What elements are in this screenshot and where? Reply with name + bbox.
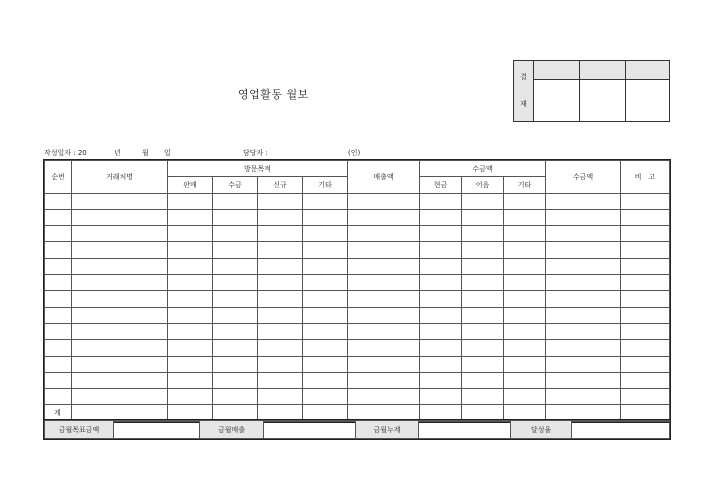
table-cell[interactable] (72, 275, 168, 291)
table-cell[interactable] (348, 193, 420, 209)
table-cell[interactable] (45, 356, 72, 372)
table-cell[interactable] (504, 389, 546, 405)
col-header-remarks: 비 고 (621, 161, 670, 194)
table-cell[interactable] (462, 389, 504, 405)
table-cell[interactable] (258, 291, 303, 307)
monthly-target-value[interactable] (114, 421, 200, 439)
total-cell[interactable] (72, 405, 168, 421)
table-cell[interactable] (168, 340, 213, 356)
table-cell[interactable] (348, 356, 420, 372)
table-cell[interactable] (303, 193, 348, 209)
table-cell[interactable] (348, 291, 420, 307)
total-cell[interactable] (504, 405, 546, 421)
table-body (45, 193, 670, 405)
table-cell[interactable] (348, 258, 420, 274)
table-cell[interactable] (168, 372, 213, 388)
col-header-collect-bill: 어음 (462, 177, 504, 193)
table-cell[interactable] (348, 226, 420, 242)
table-cell[interactable] (621, 275, 670, 291)
table-cell[interactable] (348, 209, 420, 225)
col-header-no: 순번 (45, 161, 72, 194)
table-cell[interactable] (462, 226, 504, 242)
table-cell[interactable] (303, 323, 348, 339)
table-row (45, 226, 670, 242)
date-month: 월 (142, 149, 149, 157)
table-cell[interactable] (303, 291, 348, 307)
table-cell[interactable] (72, 242, 168, 258)
table-cell[interactable] (258, 389, 303, 405)
table-row (45, 209, 670, 225)
table-cell[interactable] (462, 275, 504, 291)
col-header-sales-amount: 매출액 (348, 161, 420, 194)
table-cell[interactable] (72, 372, 168, 388)
table-cell[interactable] (462, 372, 504, 388)
total-cell[interactable] (213, 405, 258, 421)
col-header-collect-other: 기타 (504, 177, 546, 193)
table-cell[interactable] (546, 275, 621, 291)
total-cell[interactable] (258, 405, 303, 421)
table-cell[interactable] (168, 275, 213, 291)
table-cell[interactable] (303, 340, 348, 356)
table-cell[interactable] (72, 307, 168, 323)
table-cell[interactable] (72, 258, 168, 274)
monthly-sales-label: 금월매출 (200, 421, 264, 439)
total-cell[interactable] (168, 405, 213, 421)
monthly-target-label: 금월목표금액 (45, 421, 114, 439)
table-cell[interactable] (504, 372, 546, 388)
approval-header-cell-3 (626, 61, 670, 80)
table-cell[interactable] (348, 307, 420, 323)
table-cell[interactable] (258, 340, 303, 356)
table-cell[interactable] (72, 226, 168, 242)
table-cell[interactable] (420, 340, 462, 356)
approval-sign-cell-1[interactable] (534, 80, 580, 122)
table-cell[interactable] (258, 258, 303, 274)
table-cell[interactable] (504, 340, 546, 356)
table-cell[interactable] (303, 226, 348, 242)
table-cell[interactable] (420, 193, 462, 209)
sales-activity-table (44, 160, 670, 422)
col-header-client: 거래처명 (72, 161, 168, 194)
table-cell[interactable] (303, 275, 348, 291)
approval-label-top: 결 (520, 73, 527, 81)
col-header-visit-collect: 수금 (213, 177, 258, 193)
achievement-rate-value[interactable] (572, 421, 670, 439)
table-cell[interactable] (420, 389, 462, 405)
table-cell[interactable] (348, 242, 420, 258)
table-cell[interactable] (72, 340, 168, 356)
table-cell[interactable] (621, 209, 670, 225)
table-cell[interactable] (45, 389, 72, 405)
table-row (45, 340, 670, 356)
table-cell[interactable] (462, 242, 504, 258)
table-cell[interactable] (504, 307, 546, 323)
table-cell[interactable] (45, 275, 72, 291)
seal-mark: (인) (348, 149, 361, 157)
table-cell[interactable] (504, 226, 546, 242)
table-cell[interactable] (303, 209, 348, 225)
table-cell[interactable] (462, 356, 504, 372)
table-cell[interactable] (72, 193, 168, 209)
table-cell[interactable] (258, 209, 303, 225)
table-cell[interactable] (462, 291, 504, 307)
table-cell[interactable] (621, 356, 670, 372)
table-cell[interactable] (546, 372, 621, 388)
table-cell[interactable] (504, 242, 546, 258)
table-cell[interactable] (303, 307, 348, 323)
table-cell[interactable] (258, 193, 303, 209)
table-cell[interactable] (420, 356, 462, 372)
monthly-summary-table (44, 420, 670, 439)
table-cell[interactable] (45, 226, 72, 242)
table-cell[interactable] (420, 258, 462, 274)
table-cell[interactable] (462, 323, 504, 339)
table-cell[interactable] (546, 356, 621, 372)
date-year: 년 (114, 149, 121, 157)
table-cell[interactable] (546, 193, 621, 209)
approval-box (513, 60, 670, 122)
monthly-cumulative-value[interactable] (419, 421, 511, 439)
table-cell[interactable] (504, 193, 546, 209)
table-cell[interactable] (258, 323, 303, 339)
table-cell[interactable] (504, 258, 546, 274)
table-cell[interactable] (462, 193, 504, 209)
table-cell[interactable] (420, 275, 462, 291)
table-cell[interactable] (258, 307, 303, 323)
table-cell[interactable] (168, 291, 213, 307)
table-cell[interactable] (621, 389, 670, 405)
col-header-collection-total: 수금액 (546, 161, 621, 194)
table-cell[interactable] (420, 209, 462, 225)
table-cell[interactable] (213, 209, 258, 225)
table-cell[interactable] (168, 226, 213, 242)
table-cell[interactable] (462, 209, 504, 225)
table-cell[interactable] (213, 340, 258, 356)
table-cell[interactable] (72, 389, 168, 405)
table-cell[interactable] (420, 226, 462, 242)
table-cell[interactable] (504, 291, 546, 307)
page-title: 영업활동 월보 (238, 88, 309, 101)
total-cell[interactable] (546, 405, 621, 421)
col-group-visit-purpose: 방문목적 (168, 161, 348, 177)
table-cell[interactable] (303, 258, 348, 274)
table-cell[interactable] (348, 340, 420, 356)
table-row (45, 258, 670, 274)
table-cell[interactable] (45, 209, 72, 225)
table-row (45, 193, 670, 209)
table-row (45, 389, 670, 405)
table-cell[interactable] (72, 291, 168, 307)
table-cell[interactable] (45, 340, 72, 356)
monthly-sales-value[interactable] (264, 421, 356, 439)
table-cell[interactable] (546, 340, 621, 356)
total-cell[interactable] (420, 405, 462, 421)
table-cell[interactable] (213, 226, 258, 242)
table-cell[interactable] (546, 307, 621, 323)
col-header-collect-cash: 현금 (420, 177, 462, 193)
table-row (45, 242, 670, 258)
table-cell[interactable] (168, 356, 213, 372)
table-cell[interactable] (168, 389, 213, 405)
table-cell[interactable] (621, 193, 670, 209)
table-cell[interactable] (420, 242, 462, 258)
total-row-label: 계 (45, 405, 72, 421)
table-cell[interactable] (462, 258, 504, 274)
table-cell[interactable] (504, 275, 546, 291)
table-row (45, 275, 670, 291)
total-cell[interactable] (348, 405, 420, 421)
table-cell[interactable] (168, 307, 213, 323)
table-cell[interactable] (621, 291, 670, 307)
table-cell[interactable] (420, 372, 462, 388)
monthly-cumulative-label: 금월누계 (356, 421, 419, 439)
table-cell[interactable] (420, 307, 462, 323)
table-cell[interactable] (546, 389, 621, 405)
approval-label (514, 61, 534, 122)
date-label: 작성일자 : 20 (44, 149, 87, 157)
table-cell[interactable] (303, 389, 348, 405)
total-cell[interactable] (303, 405, 348, 421)
table-cell[interactable] (504, 209, 546, 225)
approval-header-cell-2 (580, 61, 626, 80)
table-cell[interactable] (462, 340, 504, 356)
table-cell[interactable] (45, 323, 72, 339)
total-cell[interactable] (621, 405, 670, 421)
table-cell[interactable] (258, 275, 303, 291)
table-row (45, 372, 670, 388)
table-cell[interactable] (420, 323, 462, 339)
date-day: 일 (164, 149, 171, 157)
table-cell[interactable] (621, 323, 670, 339)
table-cell[interactable] (621, 242, 670, 258)
table-cell[interactable] (45, 258, 72, 274)
col-group-collection: 수금액 (420, 161, 546, 177)
table-cell[interactable] (168, 209, 213, 225)
table-cell[interactable] (546, 242, 621, 258)
table-cell[interactable] (168, 242, 213, 258)
table-cell[interactable] (348, 389, 420, 405)
table-row (45, 323, 670, 339)
table-cell[interactable] (504, 323, 546, 339)
table-cell[interactable] (45, 307, 72, 323)
approval-sign-cell-3[interactable] (626, 80, 670, 122)
table-cell[interactable] (45, 242, 72, 258)
table-cell[interactable] (258, 356, 303, 372)
table-cell[interactable] (213, 323, 258, 339)
table-cell[interactable] (462, 307, 504, 323)
total-cell[interactable] (462, 405, 504, 421)
col-header-visit-sales: 판매 (168, 177, 213, 193)
table-cell[interactable] (303, 356, 348, 372)
table-cell[interactable] (546, 291, 621, 307)
table-cell[interactable] (258, 242, 303, 258)
table-row (45, 356, 670, 372)
table-cell[interactable] (621, 226, 670, 242)
table-cell[interactable] (621, 372, 670, 388)
table-cell[interactable] (213, 275, 258, 291)
table-cell[interactable] (621, 307, 670, 323)
table-cell[interactable] (213, 193, 258, 209)
table-cell[interactable] (348, 323, 420, 339)
table-cell[interactable] (303, 372, 348, 388)
table-cell[interactable] (546, 258, 621, 274)
table-cell[interactable] (213, 372, 258, 388)
table-cell[interactable] (45, 291, 72, 307)
table-cell[interactable] (258, 372, 303, 388)
table-cell[interactable] (213, 258, 258, 274)
table-row (45, 307, 670, 323)
table-cell[interactable] (45, 193, 72, 209)
table-cell[interactable] (303, 242, 348, 258)
col-header-visit-new: 신규 (258, 177, 303, 193)
approval-sign-cell-2[interactable] (580, 80, 626, 122)
table-cell[interactable] (168, 258, 213, 274)
table-cell[interactable] (546, 209, 621, 225)
manager-label: 담당자 : (243, 149, 268, 157)
table-cell[interactable] (546, 226, 621, 242)
table-cell[interactable] (45, 372, 72, 388)
table-cell[interactable] (213, 307, 258, 323)
approval-header-cell-1 (534, 61, 580, 80)
table-cell[interactable] (348, 275, 420, 291)
table-cell[interactable] (420, 291, 462, 307)
table-cell[interactable] (348, 372, 420, 388)
table-cell[interactable] (213, 242, 258, 258)
table-cell[interactable] (72, 323, 168, 339)
col-header-visit-other: 기타 (303, 177, 348, 193)
table-cell[interactable] (258, 226, 303, 242)
table-cell[interactable] (621, 340, 670, 356)
table-cell[interactable] (168, 193, 213, 209)
table-cell[interactable] (72, 356, 168, 372)
table-cell[interactable] (213, 356, 258, 372)
table-cell[interactable] (168, 323, 213, 339)
table-cell[interactable] (213, 291, 258, 307)
table-cell[interactable] (213, 389, 258, 405)
achievement-rate-label: 달성율 (511, 421, 572, 439)
table-row (45, 291, 670, 307)
table-cell[interactable] (621, 258, 670, 274)
approval-label-bottom: 재 (520, 100, 527, 108)
table-cell[interactable] (546, 323, 621, 339)
table-cell[interactable] (72, 209, 168, 225)
table-cell[interactable] (504, 356, 546, 372)
